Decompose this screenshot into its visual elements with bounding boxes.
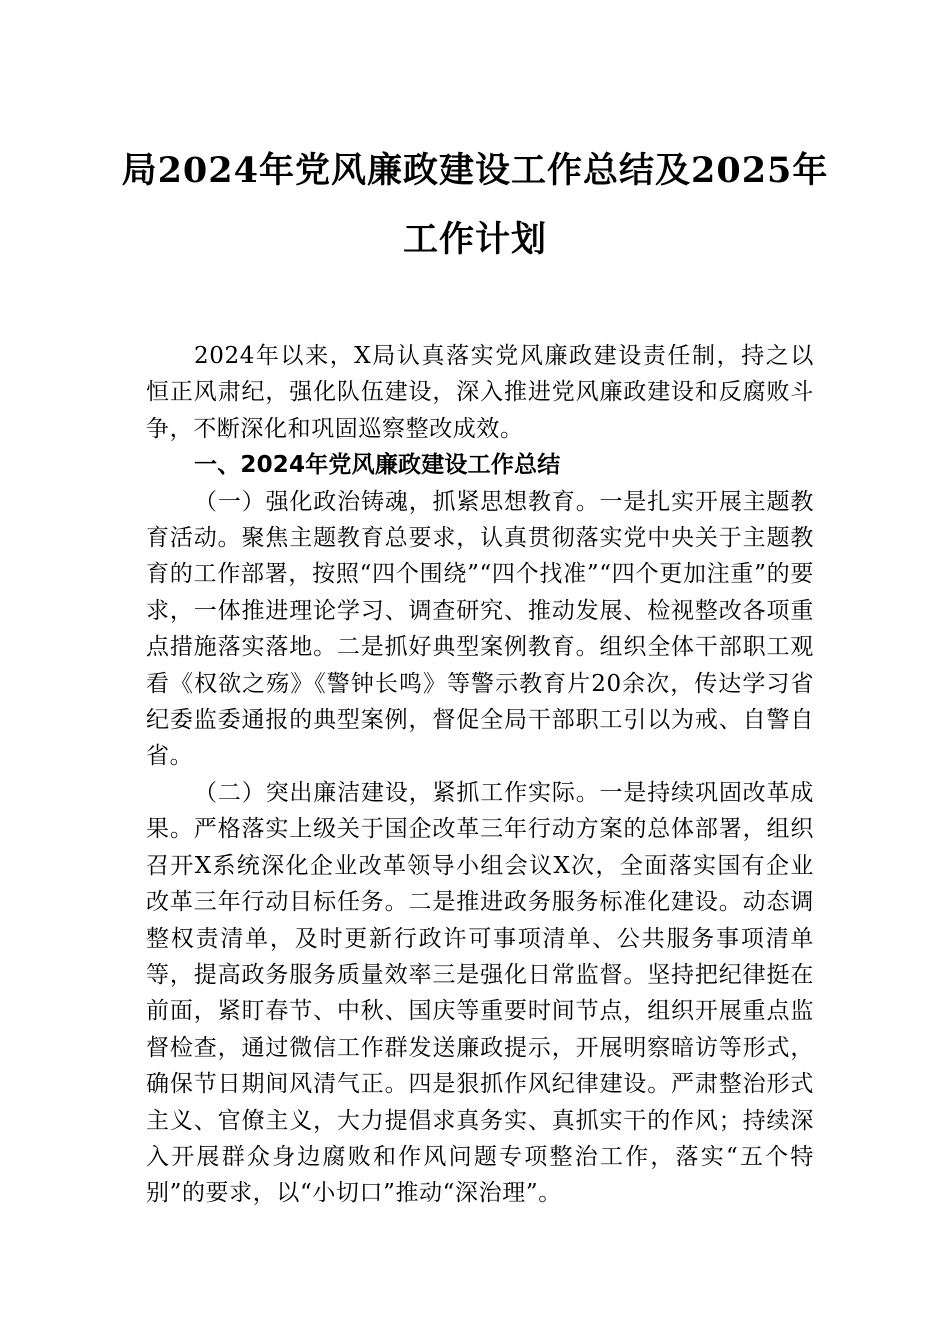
intro-paragraph: 2024年以来，X局认真落实党风廉政建设责任制，持之以恒正风肃纪，强化队伍建设，深入推进党风廉政建设和反腐败斗争，不断深化和巩固巡察整改成效。	[146, 343, 814, 442]
subsection-body-2: 一是持续巩固改革成果。严格落实上级关于国企改革三年行动方案的总体部署，组织召开X系统深化企业改革领导小组会议X次，全面落实国有企业改革三年行动目标任务。二是推进政务服务标准化建设。动态调整权责清单，及时更新行政许可事项清单、公共服务事项清单等，提高政务服务质量效率三是强化日常监督。坚持把纪律挺在前面，紧盯春节、中秋、国庆等重要时间节点，组织开展重点监督检查，通过微信工作群发送廉政提示，开展明察暗访等形式，确保节日期间风清气正。四是狠抓作风纪律建设。严肃整治形式主义、官僚主义，大力提倡求真务实、真抓实干的作风；持续深入开展群众身边腐败和作风问题专项整治工作，落实“五个特别”的要求，以“小切口”推动“深治理”。	[146, 779, 814, 1207]
document-title-line-2: 工作计划	[402, 219, 547, 260]
subsection-title-1: （一）强化政治铸魂，抓紧思想教育。	[194, 488, 600, 515]
document-title-line-1: 局2024年党风廉政建设工作总结及2025年	[121, 150, 829, 191]
subsection-body-1: 一是扎实开展主题教育活动。聚焦主题教育总要求，认真贯彻落实党中央关于主题教育的工作部署，按照“四个围绕”“四个找准”“四个更加注重”的要求，一体推进理论学习、调查研究、推动发展、检视整改各项重点措施落实落地。二是抓好典型案例教育。组织全体干部职工观看《权欲之殇》《警钟长鸣》等警示教育片20余次，传达学习省纪委监委通报的典型案例，督促全局干部职工引以为戒、自警自省。	[146, 488, 814, 770]
subsection-title-2: （二）突出廉洁建设，紧抓工作实际。	[194, 779, 600, 806]
section-heading-1: 一、2024年党风廉政建设工作总结	[194, 452, 561, 479]
subsection-paragraph-1	[146, 484, 814, 775]
subsection-paragraph-2	[146, 775, 814, 1212]
document-body	[146, 338, 814, 1212]
